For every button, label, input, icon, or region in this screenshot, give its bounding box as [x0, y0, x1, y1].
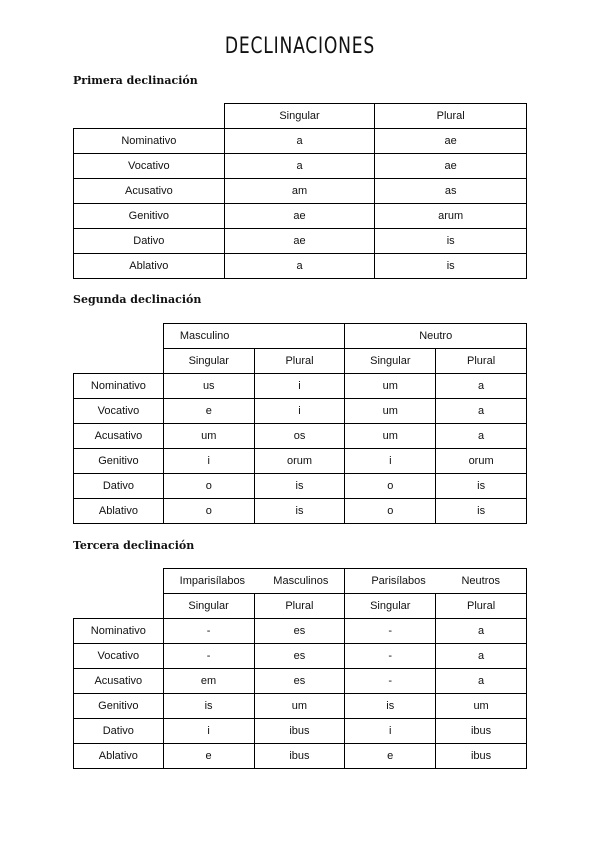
table-cell: a — [224, 254, 375, 279]
table-cell: is — [254, 499, 345, 524]
table-row — [74, 254, 527, 279]
case-label: Genitivo — [74, 694, 164, 719]
case-label: Nominativo — [74, 374, 164, 399]
table-cell: um — [163, 424, 254, 449]
case-label: Nominativo — [74, 619, 164, 644]
table-cell: is — [345, 694, 436, 719]
table-cell: ae — [375, 154, 527, 179]
table-primera — [73, 103, 527, 279]
table-cell: i — [163, 449, 254, 474]
section-heading-primera: Primera declinación — [73, 74, 198, 87]
col-header: Plural — [436, 349, 527, 374]
table-cell: orum — [254, 449, 345, 474]
table-cell: es — [254, 669, 345, 694]
table-cell: ibus — [436, 744, 527, 769]
table-cell: a — [436, 374, 527, 399]
table-cell: arum — [375, 204, 527, 229]
table-cell: is — [163, 694, 254, 719]
table-cell: a — [224, 154, 375, 179]
case-label: Acusativo — [74, 424, 164, 449]
table-cell: is — [375, 229, 527, 254]
table-cell: e — [163, 744, 254, 769]
table-cell: e — [163, 399, 254, 424]
table-row — [74, 179, 527, 204]
group-label: Neutros — [461, 575, 500, 587]
table-cell: es — [254, 619, 345, 644]
page-title: DECLINACIONES — [224, 34, 376, 59]
col-header: Plural — [254, 349, 345, 374]
table-cell: ibus — [436, 719, 527, 744]
group-label: Parisílabos — [371, 575, 426, 587]
table-cell: orum — [436, 449, 527, 474]
table-cell: es — [254, 644, 345, 669]
table-row — [74, 619, 527, 644]
col-header: Singular — [224, 104, 375, 129]
case-label: Ablativo — [74, 744, 164, 769]
case-label: Ablativo — [74, 254, 225, 279]
table-cell: o — [345, 474, 436, 499]
table-row — [74, 154, 527, 179]
table-cell: - — [345, 669, 436, 694]
table-row — [74, 374, 527, 399]
table-cell: ibus — [254, 744, 345, 769]
col-header: Singular — [345, 594, 436, 619]
col-header: Singular — [163, 594, 254, 619]
col-header: Plural — [436, 594, 527, 619]
group-header: Masculino — [163, 324, 345, 349]
table-cell: is — [254, 474, 345, 499]
table-cell: i — [345, 719, 436, 744]
case-label: Dativo — [74, 719, 164, 744]
table-cell: os — [254, 424, 345, 449]
header-row — [74, 594, 527, 619]
table-row — [74, 129, 527, 154]
table-segunda — [73, 323, 527, 524]
table-cell: is — [436, 474, 527, 499]
table-cell: i — [254, 374, 345, 399]
col-header: Plural — [375, 104, 527, 129]
table-cell: i — [163, 719, 254, 744]
table-cell: - — [345, 619, 436, 644]
table-row — [74, 744, 527, 769]
table-cell: um — [345, 399, 436, 424]
col-header: Singular — [163, 349, 254, 374]
table-row — [74, 644, 527, 669]
case-label: Dativo — [74, 229, 225, 254]
table-row — [74, 204, 527, 229]
table-cell: um — [436, 694, 527, 719]
table-cell: um — [254, 694, 345, 719]
table-cell: o — [345, 499, 436, 524]
table-cell: a — [436, 644, 527, 669]
group-header — [345, 569, 527, 594]
table-cell: a — [436, 399, 527, 424]
case-label: Nominativo — [74, 129, 225, 154]
table-row — [74, 449, 527, 474]
table-row — [74, 669, 527, 694]
table-cell: um — [345, 424, 436, 449]
table-cell: a — [436, 669, 527, 694]
table-cell: a — [436, 424, 527, 449]
col-header: Plural — [254, 594, 345, 619]
group-label: Masculinos — [273, 575, 329, 587]
table-cell: is — [436, 499, 527, 524]
table-cell: us — [163, 374, 254, 399]
table-row — [74, 694, 527, 719]
table-row — [74, 474, 527, 499]
table-cell: - — [345, 644, 436, 669]
group-header-row — [74, 569, 527, 594]
table-cell: i — [254, 399, 345, 424]
case-label: Acusativo — [74, 669, 164, 694]
case-label: Vocativo — [74, 399, 164, 424]
case-label: Genitivo — [74, 449, 164, 474]
table-cell: ae — [224, 229, 375, 254]
table-row — [74, 719, 527, 744]
table-cell: is — [375, 254, 527, 279]
table-cell: ae — [224, 204, 375, 229]
table-cell: a — [436, 619, 527, 644]
table-row — [74, 229, 527, 254]
case-label: Dativo — [74, 474, 164, 499]
table-cell: ae — [375, 129, 527, 154]
table-cell: i — [345, 449, 436, 474]
case-label: Vocativo — [74, 154, 225, 179]
table-row — [74, 399, 527, 424]
case-label: Vocativo — [74, 644, 164, 669]
case-label: Genitivo — [74, 204, 225, 229]
group-header-row — [74, 324, 527, 349]
table-cell: em — [163, 669, 254, 694]
table-cell: - — [163, 644, 254, 669]
section-heading-tercera: Tercera declinación — [73, 539, 195, 552]
table-cell: e — [345, 744, 436, 769]
section-heading-segunda: Segunda declinación — [73, 293, 202, 306]
table-cell: - — [163, 619, 254, 644]
header-row — [74, 349, 527, 374]
table-tercera — [73, 568, 527, 769]
group-label: Imparisílabos — [179, 575, 246, 587]
case-label: Acusativo — [74, 179, 225, 204]
table-cell: um — [345, 374, 436, 399]
table-row — [74, 499, 527, 524]
header-row — [74, 104, 527, 129]
table-cell: o — [163, 499, 254, 524]
table-row — [74, 424, 527, 449]
table-cell: o — [163, 474, 254, 499]
table-cell: am — [224, 179, 375, 204]
table-cell: ibus — [254, 719, 345, 744]
group-header — [163, 569, 345, 594]
table-cell: a — [224, 129, 375, 154]
group-header: Neutro — [345, 324, 527, 349]
case-label: Ablativo — [74, 499, 164, 524]
col-header: Singular — [345, 349, 436, 374]
table-cell: as — [375, 179, 527, 204]
